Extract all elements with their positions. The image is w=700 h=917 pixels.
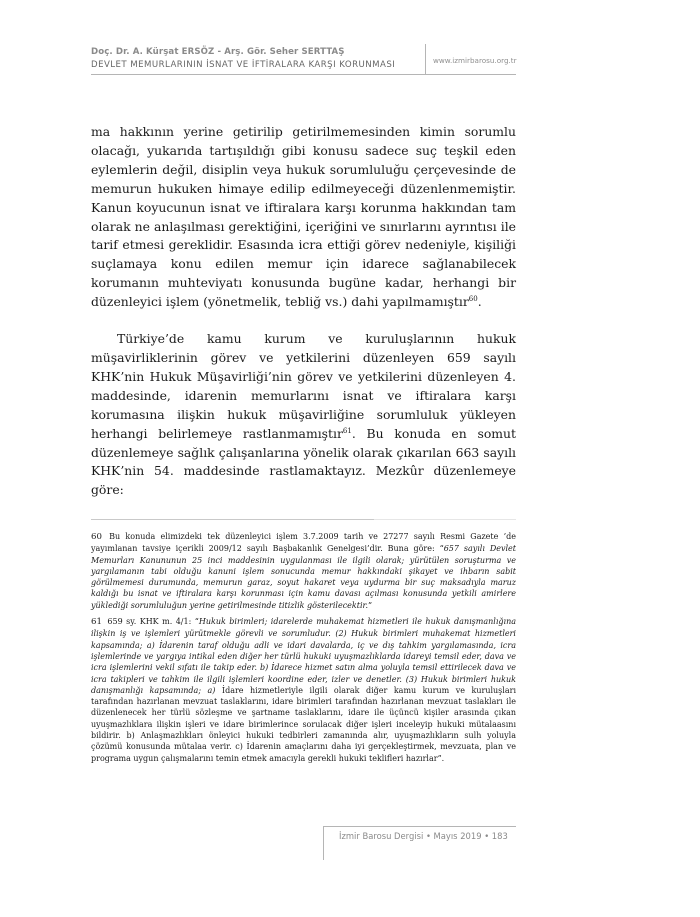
footnote-lead: Bu konuda elimizdeki tek düzenleyici işlem 3.7.2009 tarih ve 27277 sayılı Resmi Gazete ’de yayımlanan tavsiye içerikli 2009/12 sayılı Başbakanlık Genelgesi’dir. Buna göre: “ (91, 532, 516, 554)
footnote-ref-60: 60 (468, 295, 478, 304)
body-paragraph-2 (91, 330, 516, 500)
header-horizontal-rule (91, 74, 516, 75)
footnote-tail: ” (368, 600, 373, 610)
page-footer: İzmir Barosu Dergisi • Mayıs 2019 • 183 (339, 831, 508, 841)
footnote-tail: İdare hizmetleriyle ilgili olarak diğer kamu kurum ve kuruluşları tarafından hazırlanan mevzuat taslaklarını, idare birimleri tarafından hazırlanan mevzuat taslakları ile düzenlenecek her türlü sözleşme ve şartname taslaklarını, idare ile üçüncü kişiler arasında çıkan uyuşmazlıklara ilişkin işleri ve idare birimlerince sorulacak diğer işleri inceleyip hukuki mütalaasını bildirir. b) Anlaşmazlıkları önleyici hukuki tedbirleri zamanında alır, uyuşmazlıkların sulh yoluyla çözümü konusunda mütalaa verir. c) İdarenin amaçlarını daha iyi gerçekleştirmek, mevzuata, plan ve programa uygun çalışmalarını temin etmek amacıyla gerekli hukuki teklifleri hazırlar”. (91, 685, 517, 763)
footnote-lead: 659 sy. KHK m. 4/1: “ (107, 617, 199, 627)
footnote-60 (91, 531, 516, 611)
footer-horizontal-rule (323, 826, 516, 827)
body-paragraph-1-end: . (477, 294, 482, 310)
body-paragraph-1 (91, 123, 516, 312)
footer-vertical-rule (323, 826, 324, 860)
footnote-separator (91, 519, 374, 520)
footnote-number: 61 (91, 617, 102, 628)
body-paragraph-2-rest: . Bu konuda en somut düzenlemeye sağlık çalışanlarına yönelik olarak çıkarılan 663 sayılı KHK’nin 54. maddesinde rastlamaktayız. Mezkûr düzenlemeye göre: (91, 425, 516, 498)
header-authors: Doç. Dr. A. Kürşat ERSÖZ - Arş. Gör. Seher SERTTAŞ (91, 47, 345, 57)
main-text (91, 123, 516, 500)
footnote-quote: 657 sayılı Devlet Memurları Kanununun 25 inci maddesinin uygulanması ile ilgili olarak; yürütülen soruşturma ve yargılamanın tabi olduğu kanuni işlem sonucunda memur hakkındaki şikayet ve ihbarın sabit görülmemesi durumunda, memurun garaz, soyut hakaret veya uydurma bir suç maksadıyla maruz kaldığı bu isnat ve iftiralara karşı korunması için kamu davası açılması konusunda yetkili amirlere yüklediği sorumluluğun yerine getirilmesinde titizlik gösterilecektir. (91, 544, 516, 610)
header-article-title: DEVLET MEMURLARININ İSNAT VE İFTİRALARA KARŞI KORUNMASI (91, 60, 396, 70)
footnote-separator-extension (374, 519, 516, 520)
footnote-61 (91, 616, 516, 764)
header-website: www.izmirbarosu.org.tr (433, 56, 517, 65)
footnote-number: 60 (91, 532, 102, 542)
body-paragraph-1-text: ma hakkının yerine getirilip getirilmemesinden kimin sorumlu olacağı, yukarıda tartışıldığı gibi konusu sadece suç teşkil eden eylemlerin değil, disiplin veya hukuk sorumluluğu çerçevesinde de memurun hukuken himaye edilip edilmeyeceği düzenlenmemiştir. Kanun koyucunun isnat ve iftiralara karşı korunma hakkından tam olarak ne anlaşılması gerektiğini, içeriğini ve sınırlarını ayrıntısı ile tarif etmesi gereklidir. Esasında icra ettiği görev nedeniyle, kişiliği suçlamaya konu edilen memur için idarece sağlanabilecek korumanın muhteviyatı konusunda bugüne kadar, herhangi bir düzenleyici işlem (yönetmelik, tebliğ vs.) dahi yapılmamıştır (91, 124, 516, 310)
body-paragraph-2-text: Türkiye’de kamu kurum ve kuruluşlarının hukuk müşavirliklerinin görev ve yetkilerini düzenleyen 659 sayılı KHK’nin Hukuk Müşavirliği’nin görev ve yetkilerini düzenleyen 4. maddesinde, idarenin memurlarını isnat ve iftiralara karşı korumasına ilişkin hukuk müşavirliğine sorumluluk yükleyen herhangi belirlemeye rastlanmamıştır (91, 331, 516, 441)
footnotes (91, 531, 516, 769)
footnote-ref-61: 61 (342, 426, 352, 435)
footnote-quote: Hukuk birimleri; idarelerde muhakemat hizmetleri ile hukuk danışmanlığına ilişkin iş ve işlemleri yürütmekle görevli ve sorumludur. (2) Hukuk birimleri muhakemat hizmetleri kapsamında; a) İdarenin taraf olduğu adli ve idari davalarda, iç ve dış tahkim yargılamasında, icra işlemlerinde ve yargıya intikal eden diğer her türlü hukuki uyuşmazlıklarda idareyi temsil eder, dava ve icra işlemlerini vekil sıfatı ile takip eder. b) İdarece hizmet satın alma yoluyla temsil ettirilecek dava ve icra takipleri ve tahkim ile ilgili işlemleri koordine eder, izler ve denetler. (3) Hukuk birimleri hukuk danışmanlığı kapsamında; a) (91, 617, 516, 695)
